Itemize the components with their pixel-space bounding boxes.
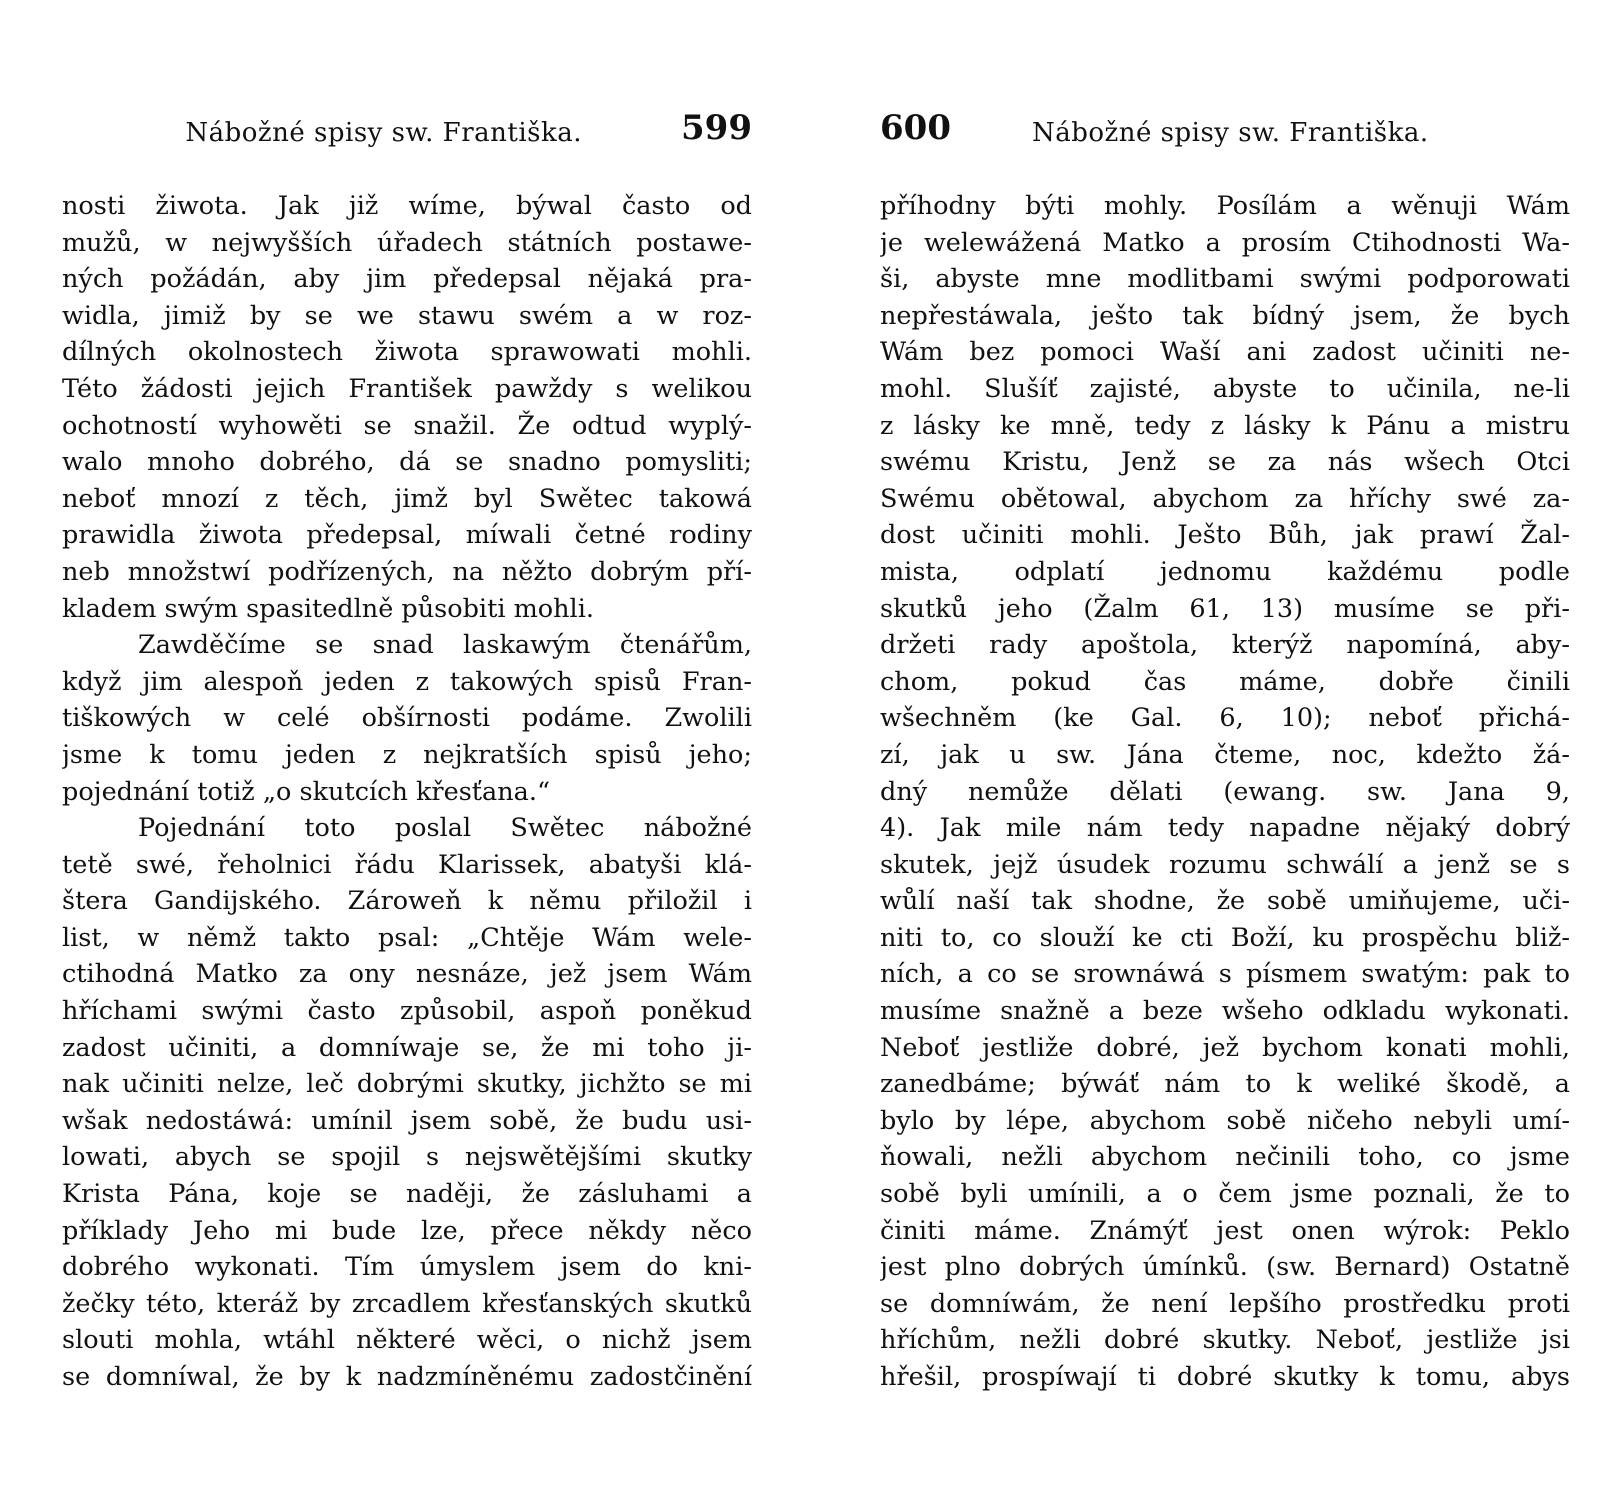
right-page-text-line: Neboť jestliže dobré, jež bychom konati mohli, (880, 1032, 1570, 1063)
left-page-text-line: ctihodná Matko za ony nesnáze, jež jsem Wám (62, 959, 752, 990)
right-page-text-line: 4). Jak mile nám tedy napadne nějaký dobrý (880, 813, 1570, 844)
right-page-text-line: příhodny býti mohly. Posílám a wěnuji Wám (880, 191, 1570, 221)
right-page-text-line: dný nemůže dělati (ewang. sw. Jana 9, (880, 776, 1570, 807)
right-page-text-line: je welewážená Matko a prosím Ctihodnosti Wa- (880, 227, 1570, 258)
left-page-text-line: Zawděčíme se snad laskawým čtenářům, (138, 630, 752, 661)
right-page (880, 0, 1570, 1500)
right-page-text-line: niti to, co slouží ke cti Boží, ku prospěchu bliž- (880, 922, 1570, 953)
left-page-text-line: prawidla žiwota předepsal, míwali četné rodiny (62, 520, 752, 551)
left-page-text-line: pojednání totiž „o skutcích křesťana.“ (62, 776, 551, 807)
left-page-text-line: list, w němž takto psal: „Chtěje Wám wele- (62, 922, 752, 953)
left-page-text-line: dílných okolnostech žiwota sprawowati mohli. (62, 337, 752, 368)
right-page-text-line: ši, abyste mne modlitbami swými podporowati (880, 264, 1570, 295)
right-page-text-line: Wám bez pomoci Waší ani zadost učiniti ne- (880, 337, 1570, 368)
right-page-text-line: zí, jak u sw. Jána čteme, noc, kdežto žá- (880, 739, 1570, 770)
right-page-text-line: hříchům, nežli dobré skutky. Neboť, jestliže jsi (880, 1325, 1570, 1356)
right-page-text-line: mista, odplatí jednomu každému podle (880, 556, 1570, 587)
left-page-text-line: jsme k tomu jeden z nejkratších spisů jeho; (62, 739, 752, 770)
left-page-text-line: se domníwal, že by k nadzmíněnému zadostčinění (62, 1362, 752, 1392)
left-page-text-line: lowati, abych se spojil s nejswětějšími skutky (62, 1142, 752, 1173)
left-page-text-line: wšak nedostáwá: umínil jsem sobě, že budu usi- (62, 1105, 752, 1136)
left-page-text-line: zadost učiniti, a domníwaje se, že mi toho ji- (62, 1032, 752, 1063)
right-page-text-line: chom, pokud čas máme, dobře činili (880, 666, 1570, 697)
right-page-text-line: wůlí naší tak shodne, že sobě umiňujeme, uči- (880, 886, 1570, 917)
left-page-text-line: nak učiniti nelze, leč dobrými skutky, jichžto se mi (62, 1069, 752, 1100)
left-page-text-line: mužů, w nejwyšších úřadech státních postawe- (62, 227, 752, 258)
left-page-number: 599 (681, 108, 752, 148)
right-page-text-line: držeti rady apoštola, kterýž napomíná, aby- (880, 630, 1570, 661)
right-text-block (880, 188, 1570, 1396)
right-page-text-line: dost učiniti mohli. Ješto Bůh, jak prawí Žal- (880, 520, 1570, 551)
right-page-text-line: skutků jeho (Žalm 61, 13) musíme se při- (880, 593, 1570, 624)
left-page-text-line: Pojednání toto poslal Swětec nábožné (138, 813, 752, 844)
right-page-number: 600 (880, 108, 951, 148)
left-page-text-line: widla, jimiž by se we stawu swém a w roz- (62, 300, 752, 331)
right-page-text-line: Swému obětowal, abychom za hříchy swé za- (880, 483, 1570, 514)
right-page-text-line: mohl. Slušíť zajisté, abyste to učinila, ne-li (880, 373, 1570, 404)
right-page-text-line: ních, a co se srownáwá s písmem swatým: pak to (880, 959, 1570, 990)
left-page-text-line: hříchami swými často způsobil, aspoň poněkud (62, 996, 752, 1027)
right-page-text-line: činiti máme. Známýť jest onen wýrok: Peklo (880, 1215, 1570, 1246)
left-page-text-line: příklady Jeho mi bude lze, přece někdy něco (62, 1215, 752, 1246)
right-page-text-line: se domníwám, že není lepšího prostředku proti (880, 1288, 1570, 1319)
left-page-text-line: štera Gandijského. Zároweň k němu přiložil i (62, 886, 752, 917)
right-page-text-line: ňowali, nežli abychom nečinili toho, co jsme (880, 1142, 1570, 1173)
right-page-text-line: nepřestáwala, ješto tak bídný jsem, že bych (880, 300, 1570, 331)
right-page-text-line: musíme snažně a beze wšeho odkladu wykonati. (880, 996, 1570, 1027)
right-page-text-line: wšechněm (ke Gal. 6, 10); neboť přichá- (880, 703, 1570, 734)
right-page-text-line: hřešil, prospíwají ti dobré skutky k tomu, abys (880, 1362, 1570, 1392)
left-running-head (62, 108, 752, 158)
right-page-text-line: sobě byli umínili, a o čem jsme poznali, že to (880, 1179, 1570, 1210)
left-page-text-line: neboť mnozí z těch, jimž byl Swětec takowá (62, 483, 752, 514)
left-page-text-line: neb množstwí podřízených, na něžto dobrým pří- (62, 556, 752, 587)
left-page-text-line: ných požádán, aby jim předepsal nějaká pra- (62, 264, 752, 295)
left-page-text-line: kladem swým spasitedlně působiti mohli. (62, 593, 594, 624)
right-page-text-line: skutek, jejž úsudek rozumu schwálí a jenž se s (880, 849, 1570, 880)
right-page-text-line: zanedbáme; býwáť nám to k weliké škodě, a (880, 1069, 1570, 1100)
right-page-text-line: swému Kristu, Jenž se za nás wšech Otci (880, 447, 1570, 478)
left-page (62, 0, 752, 1500)
left-running-title: Nábožné spisy sw. Františka. (185, 118, 582, 148)
left-page-text-line: tiškowých w celé obšírnosti podáme. Zwolili (62, 703, 752, 734)
left-page-text-line: dobrého wykonati. Tím úmyslem jsem do kni- (62, 1252, 752, 1283)
left-page-text-line: Této žádosti jejich František pawždy s welikou (62, 373, 752, 404)
left-page-text-line: když jim alespoň jeden z takowých spisů Fran- (62, 666, 752, 697)
left-text-block (62, 188, 752, 1396)
left-page-text-line: tetě swé, řeholnici řádu Klarissek, abatyši klá- (62, 849, 752, 880)
left-page-text-line: Krista Pána, koje se naději, že zásluhami a (62, 1179, 752, 1210)
right-page-text-line: z lásky ke mně, tedy z lásky k Pánu a mistru (880, 410, 1570, 441)
right-page-text-line: bylo by lépe, abychom sobě ničeho nebyli umí- (880, 1105, 1570, 1136)
right-running-head (880, 108, 1570, 158)
left-page-text-line: walo mnoho dobrého, dá se snadno pomysliti; (62, 447, 752, 478)
left-page-text-line: žečky této, kteráž by zrcadlem křesťanských skutků (62, 1288, 752, 1319)
left-page-text-line: nosti žiwota. Jak již wíme, býwal často od (62, 191, 752, 221)
right-running-title: Nábožné spisy sw. Františka. (1032, 118, 1429, 148)
left-page-text-line: ochotností wyhowěti se snažil. Že odtud wyplý- (62, 410, 752, 441)
left-page-text-line: slouti mohla, wtáhl některé wěci, o nichž jsem (62, 1325, 752, 1356)
right-page-text-line: jest plno dobrých úmínků. (sw. Bernard) Ostatně (880, 1252, 1570, 1283)
